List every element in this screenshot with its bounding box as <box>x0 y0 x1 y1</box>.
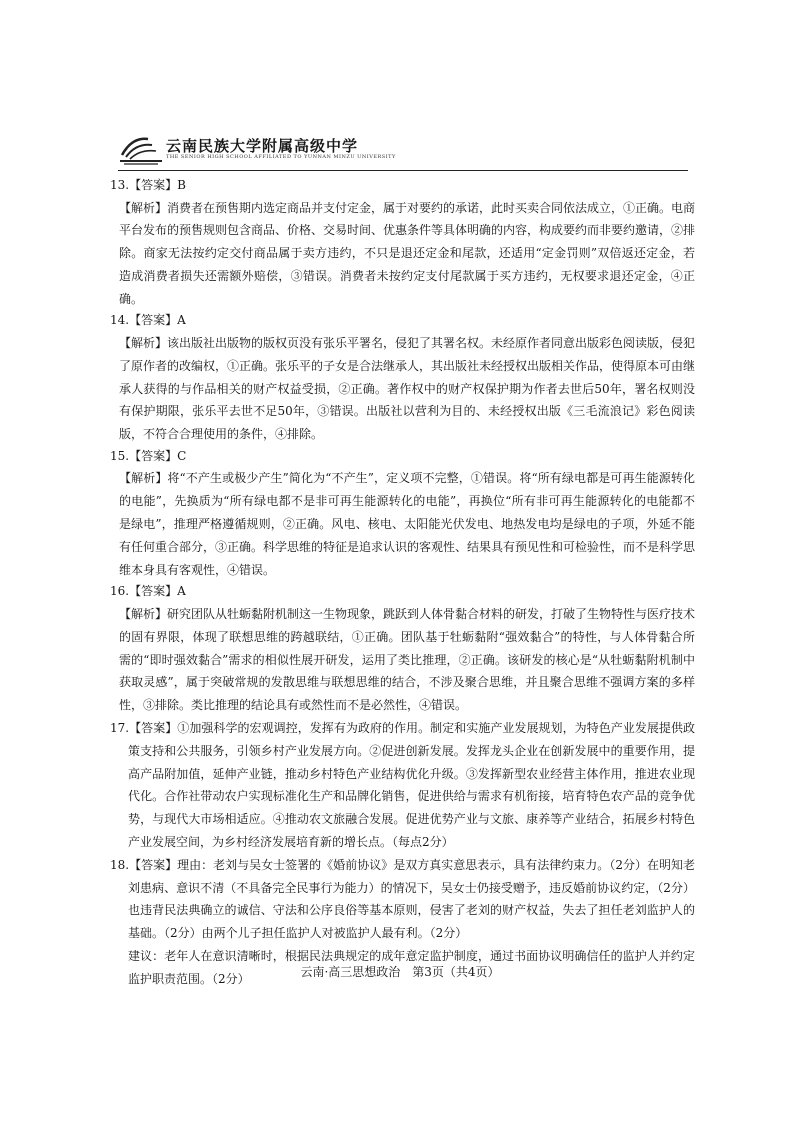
analysis-paragraph: 【解析】该出版社出版物的版权页没有张乐平署名，侵犯了其署名权。未经原作者同意出版彩色阅读版，侵犯了原作者的改编权，①正确。张乐平的子女是合法继承人，其出版社未经授权出版相关作品，使得原本可由继承人获得的与作品相关的财产权益受损，②正确。著作权中的财产权保护期为作者去世后50年，署名权则没有保护期限，张乐平去世不足50年，③错误。出版社以营利为目的、未经授权出版《三毛流浪记》彩色阅读版，不符合合理使用的条件，④排除。 <box>119 335 696 442</box>
analysis-paragraph: 【解析】研究团队从牡蛎黏附机制这一生物现象，跳跃到人体骨黏合材料的研发，打破了生物特性与医疗技术的固有界限，体现了联想思维的跨越联结，①正确。团队基于牡蛎黏附“强效黏合”的特性，与人体骨黏合所需的“即时强效黏合”需求的相似性展开研发，运用了类比推理，②正确。该研发的核心是“从牡蛎黏附机制中获取灵感”，属于突破常规的发散思维与联想思维的结合，不涉及聚合思维，并且聚合思维不强调方案的多样性，③排除。类比推理的结论具有或然性而不是必然性，④错误。 <box>119 606 696 713</box>
school-logo-icon <box>118 133 166 165</box>
school-name: 云南民族大学附属高级中学 <box>166 137 359 155</box>
item-14 <box>110 310 695 445</box>
item-17 <box>110 717 695 854</box>
answer-line: 13.【答案】B <box>110 178 186 192</box>
item-15 <box>110 446 695 581</box>
header-divider <box>118 170 688 171</box>
item-16 <box>110 581 695 716</box>
analysis-paragraph: 【解析】消费者在预售期内选定商品并支付定金，属于对要约的承诺，此时买卖合同依法成立，①正确。电商平台发布的预售规则包含商品、价格、交易时间、优惠条件等具体明确的内容，构成要约而非要约邀请，②排除。商家无法按约定交付商品属于卖方违约，不只是退还定金和尾款，还适用“定金罚则”双倍返还定金，若造成消费者损失还需额外赔偿，③错误。消费者未按约定支付尾款属于买方违约，无权要求退还定金，④正确。 <box>119 200 696 306</box>
analysis-paragraph: 【解析】将“不产生或极少产生”简化为“不产生”，定义项不完整，①错误。将“所有绿电都是可再生能源转化的电能”，先换质为“所有绿电都不是非可再生能源转化的电能”，再换位“所有非可再生能源转化的电能都不是绿电”，推理严格遵循规则，②正确。风电、核电、太阳能光伏发电、地热发电均是绿电的子项，外延不能有任何重合部分，③正确。科学思维的特征是追求认识的客观性、结果具有预见性和可检验性，而不是科学思维本身具有客观性，④错误。 <box>119 471 696 577</box>
answer-paragraph: 17.【答案】①加强科学的宏观调控，发挥有为政府的作用。制定和实施产业发展规划，为特色产业发展提供政策支持和公共服务，引领乡村产业发展方向。②促进创新发展。发挥龙头企业在创新发展中的重要作用，提高产品附加值，延伸产业链，推动乡村特色产业结构优化升级。③发挥新型农业经营主体作用，推进农业现代化。合作社带动农户实现标准化生产和品牌化销售，促进供给与需求有机衔接，培育特色农产品的竞争优势，与现代大市场相适应。④推动农文旅融合发展。促进优势产业与文旅、康养等产业结合，拓展乡村特色产业发展空间，为乡村经济发展培育新的增长点。（每点2分） <box>110 720 695 849</box>
answer-paragraph: 18.【答案】理由：老刘与吴女士签署的《婚前协议》是双方真实意思表示，具有法律约束力。（2分）在明知老刘患病、意识不清（不具备完全民事行为能力）的情况下，吴女士仍接受赠予，违反婚前协议约定，（2分）也违背民法典确立的诚信、守法和公序良俗等基本原则，侵害了老刘的财产权益，失去了担任老刘监护人的基础。（2分）由两个儿子担任监护人对被监护人最有利。（2分） <box>110 857 695 941</box>
answer-line: 14.【答案】A <box>110 313 186 328</box>
school-header <box>118 133 678 167</box>
item-13 <box>110 175 695 310</box>
answer-content <box>110 175 695 991</box>
answer-line: 15.【答案】C <box>110 448 187 463</box>
page-footer: 云南·高三思想政治 第3页（共4页） <box>300 965 500 979</box>
school-name-english: THE SENIOR HIGH SCHOOL AFFILIATED TO YUNNAN MINZU UNIVERSITY <box>166 154 396 160</box>
suggestion-paragraph: 建议：老年人在意识清晰时，根据民法典规定的成年意定监护制度，通过书面协议明确信任的监护人并约定监护职责范围。（2分） <box>128 948 695 986</box>
answer-line: 16.【答案】A <box>110 584 186 599</box>
